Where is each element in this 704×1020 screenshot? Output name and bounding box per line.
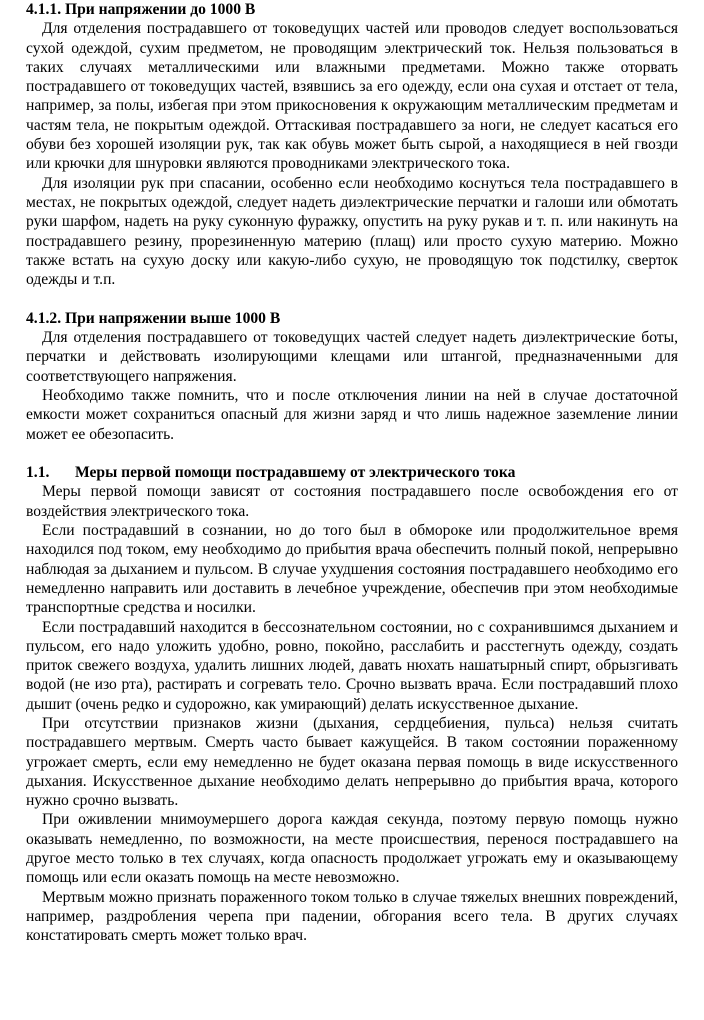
section-number: 1.1.	[26, 464, 50, 482]
paragraph: Для изоляции рук при спасании, особенно если необходимо коснуться тела пострадавшего в местах, не покрытых одеждой, следует надеть диэлектрические перчатки и галоши или обмотать руки шарфом, надеть на руку суконную фуражку, опустить на руку рукав и т. п. или накинуть на пострадавшего резину, прорезиненную материю (плащ) или просто сухую материю. Можно также встать на сухую доску или какую-либо сухую, не проводящую ток подстилку, сверток одежды и т.п.	[26, 174, 678, 289]
section-title-text: Меры первой помощи пострадавшему от электрического тока	[75, 464, 516, 482]
paragraph: Для отделения пострадавшего от токоведущих частей или проводов следует воспользоваться сухой одеждой, сухим предметом, не проводящим электрический ток. Нельзя пользоваться в таких случаях металлическими или влажными предметами. Можно также оторвать пострадавшего от токоведущих частей, взявшись за его одежду, если она сухая и отстает от тела, например, за полы, избегая при этом прикосновения к окружающим металлическим предметам и частям тела, не покрытым одеждой. Оттаскивая пострадавшего за ноги, не следует касаться его обуви без хорошей изоляции рук, так как обувь может быть сырой, а находящиеся в ней гвозди или крючки для шнуровки являются проводниками электрического тока.	[26, 20, 678, 173]
section-heading-4-1-1: 4.1.1. При напряжении до 1000 В	[26, 1, 256, 18]
paragraph: Меры первой помощи зависят от состояния пострадавшего после освобождения его от воздействия электрического тока.	[26, 483, 678, 520]
paragraph: При отсутствии признаков жизни (дыхания, сердцебиения, пульса) нельзя считать пострадавшего мертвым. Смерть часто бывает кажущейся. В таком состоянии пораженному угрожает смерть, если ему немедленно не будет оказана первая помощь в виде искусственного дыхания. Искусственное дыхание необходимо делать непрерывно до прибытия врача, которого нужно срочно вызвать.	[26, 714, 678, 810]
paragraph: Мертвым можно признать пораженного током только в случае тяжелых внешних повреждений, например, раздробления черепа при падении, обгорания всего тела. В других случаях констатировать смерть может только врач.	[26, 888, 678, 945]
paragraph: При оживлении мнимоумершего дорога каждая секунда, поэтому первую помощь нужно оказывать немедленно, по возможности, на месте происшествия, перенося пострадавшего на другое место только в тех случаях, когда опасность продолжает угрожать ему и оказывающему помощь или если оказать помощь на месте невозможно.	[26, 811, 678, 887]
paragraph: Необходимо также помнить, что и после отключения линии на ней в случае достаточной емкости может сохраниться опасный для жизни заряд и что лишь надежное заземление линии может ее обезопасить.	[26, 386, 678, 443]
spacer	[26, 289, 678, 308]
section-heading-4-1-2: 4.1.2. При напряжении выше 1000 В	[26, 309, 281, 327]
spacer	[26, 444, 678, 463]
section-heading-1-1	[26, 463, 678, 482]
paragraph: Если пострадавший в сознании, но до того был в обмороке или продолжительное время находился под током, ему необходимо до прибытия врача обеспечить полный покой, непрерывно наблюдая за дыханием и пульсом. В случае ухудшения состояния пострадавшего необходимо его немедленно направить или доставить в лечебное учреждение, обеспечив при этом необходимые транспортные средства и носилки.	[26, 522, 678, 617]
paragraph: Для отделения пострадавшего от токоведущих частей следует надеть диэлектрические боты, перчатки и действовать изолирующими клещами или штангой, предназначенными для соответствующего напряжения.	[26, 329, 678, 385]
paragraph: Если пострадавший находится в бессознательном состоянии, но с сохранившимся дыханием и пульсом, его надо уложить удобно, ровно, покойно, расслабить и расстегнуть одежду, создать приток свежего воздуха, удалить лишних людей, давать нюхать нашатырный спирт, обрызгивать водой (не изо рта), растирать и согревать тело. Срочно вызвать врача. Если пострадавший плохо дышит (очень редко и судорожно, как умирающий) делать искусственное дыхание.	[26, 618, 678, 713]
